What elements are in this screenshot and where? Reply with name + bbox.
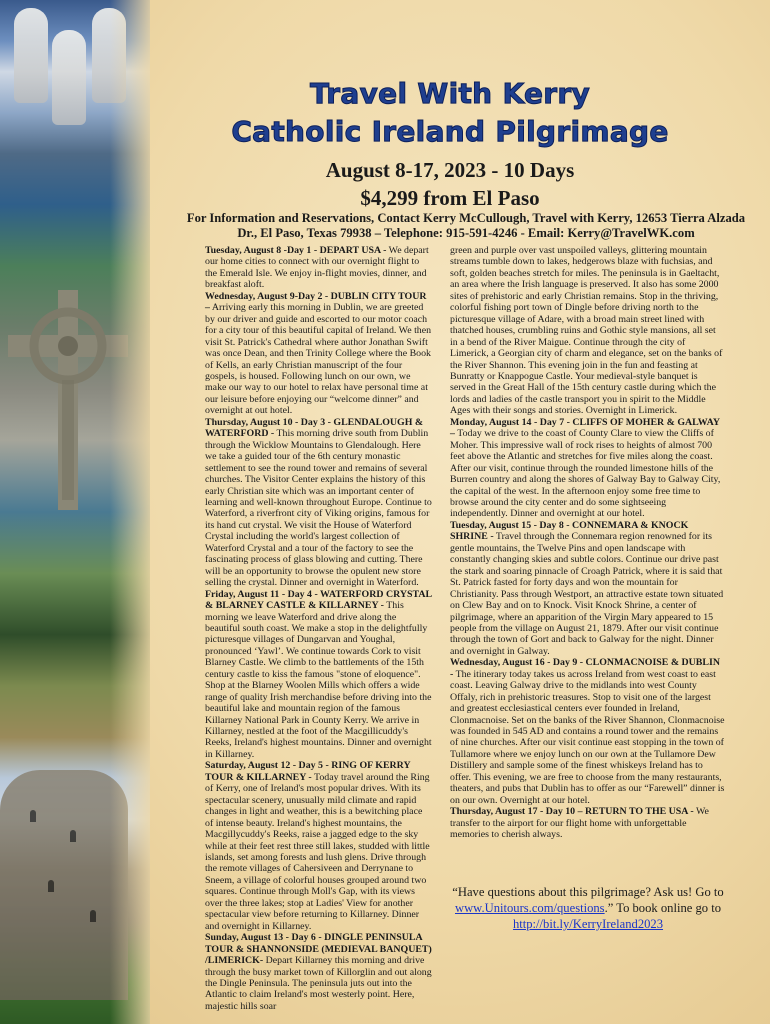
day-heading: Thursday, August 10 - Day 3 - GLENDALOUGH & WATERFORD - <box>205 416 424 440</box>
day-heading: Tuesday, August 8 -Day 1 - DEPART USA - <box>205 245 387 256</box>
day-description: Today travel around the Ring of Kerry, one of Ireland's most popular drives. With its spectacular scenery, unusually mild climate and rapid changes in light and weather, this is a bewitching place of intense beauty. Ireland's highest mountains, the Macgillycuddy's Reeks, raise a jagged edge to the sky while at their feet rest three still lakes, studded with little islands, set among forests and lush glens. Drive through the remote villages of Cahersiveen and Derrynane to Sneem, a village of colorful houses grouped around two squares. Continue through Moll's Gap, with its views over the three lakes; stop at Ladies' View for another spectacular view before returning to Killarney. Dinner and overnight in Killarney. <box>205 771 430 932</box>
day-heading: Friday, August 11 - Day 4 - WATERFORD CRYSTAL & BLARNEY CASTLE & KILLARNEY - <box>205 588 432 612</box>
day-description: We transfer to the airport for our flight home with unforgettable memories to cherish always. <box>450 806 709 841</box>
itinerary-day <box>205 291 432 417</box>
day-description: green and purple over vast unspoiled valleys, glittering mountain streams tumble down to lakes, hedgerows blaze with fuchsias, and soft, golden beaches stretch for miles. The peninsula is in Gaeltacht, an area where the Irish language is preserved. It also has some 2000 sites of prehistoric and early Christian remains. Stop in the thriving, colorful fishing port town of Dingle before driving north to the picturesque village of Adare, with a broad main street lined with thatched houses, crumbling ruins and Gothic style mansions, all set in a bend of the River Maigue. Continue through the city of Limerick, a Georgian city of charm and elegance, set on the banks of the River Shannon. This evening join in the fun and feasting at Bunratty or Knappogue Castle. Your medieval-style banquet is served in the Great Hall of the 15th century castle during which the lords and ladies of the castle transport you in spirit to the Middle Ages with their songs and stories. Overnight in Limerick. <box>450 245 723 417</box>
statue-image <box>92 8 126 103</box>
trip-dates: August 8-17, 2023 - 10 Days <box>325 158 575 182</box>
itinerary-right-column <box>450 245 725 841</box>
questions-text: “Have questions about this pilgrimage? Ask us! Go to <box>452 885 724 899</box>
statue-image <box>52 30 86 125</box>
day-description: Travel through the Connemara region renowned for its gentle mountains, the Twelve Pins and open landscape with constantly changing skies and subtle colors. Continue our drive past the stark and soaring pinnacle of Croagh Patrick, where it is said that St. Patrick fasted for forty days and won the mountain for Christianity. Pass through Westport, an attractive estate town situated on Clew Bay and on to Knock. Visit Knock Shrine, a center of pilgrimage, where an apparition of the Virgin Mary appeared to 15 people from the village on August 21, 1879. After our visit continue through the town of Gort and back to Galway for the night. Dinner and overnight in Galway. <box>450 531 724 657</box>
day-heading: Sunday, August 13 - Day 6 - DINGLE PENINSULA TOUR & SHANNONSIDE (MEDIEVAL BANQUET) /LIMERICK- <box>205 932 432 967</box>
castle-image <box>0 770 128 1000</box>
itinerary-day <box>450 520 725 657</box>
day-description: This morning we leave Waterford and drive along the beautiful south coast. We make a stop in the delightfully picturesque villages of Dungarvan and Youghal, pronounced ‘Yawl’. We continue towards Cork to visit Blarney Castle. We climb to the battlements of the 15th century castle to kiss the famous "stone of eloquence". Shop at the Blarney Woolen Mills which offers a wide range of quality Irish merchandise before driving into the beautiful lake and mountain region of the famous Killarney National Park in County Kerry. We arrive in Killarney, nestled at the foot of the Macgillicuddy's Reeks, Ireland's highest mountains. Dinner and overnight in Killarney. <box>205 600 432 760</box>
itinerary-day <box>450 417 725 520</box>
day-description: The itinerary today takes us across Ireland from west coast to east coast. Leaving Galway drive to the midlands into west County Offaly, rich in prehistoric treasures. Stop to visit one of the largest and greatest ecclesiastical centers ever founded in Ireland, Clonmacnoise. Set on the banks of the River Shannon, Clonmacnoise was founded in 545 AD and contains a round tower and the remains of nine churches. After our visit continue east stopping in the town of Tullamore where we enjoy lunch on our own at the Tullamore Dew Distillery and sample some of the finest whiskeys Ireland has to offer. This evening, we are free to choose from the many restaurants, theaters, and pubs that Dublin has to offer as our “Farewell” dinner is on our own. Overnight at our hotel. <box>450 668 725 806</box>
questions-text-middle: .” To book online go to <box>604 901 722 915</box>
celtic-cross-image <box>8 290 128 510</box>
day-heading: Wednesday, August 9-Day 2 - DUBLIN CITY TOUR – <box>205 290 427 314</box>
itinerary-day <box>450 657 725 806</box>
flyer-subtitle: Catholic Ireland Pilgrimage <box>231 115 669 148</box>
day-heading: Tuesday, August 15 - Day 8 - CONNEMARA & KNOCK SHRINE - <box>450 519 689 543</box>
itinerary-day <box>450 806 725 840</box>
questions-link[interactable]: www.Unitours.com/questions <box>454 901 605 915</box>
itinerary-day <box>205 760 432 932</box>
questions-note <box>450 884 726 932</box>
day-description: Today we drive to the coast of County Clare to view the Cliffs of Moher. This impressive wall of rock rises to heights of almost 700 feet above the Atlantic and stretches for five miles along the coast. After our visit, continue through the rounded limestone hills of the Burren country and along the shores of Galway Bay to Galway City, the capital of the west. In the afternoon enjoy some free time to browse around the city center and do some sightseeing independently. Dinner and overnight at our hotel. <box>450 428 721 520</box>
itinerary-left-column <box>205 245 432 1012</box>
trip-price: $4,299 from El Paso <box>360 186 540 210</box>
day-heading: Wednesday, August 16 - Day 9 - CLONMACNOISE & DUBLIN - <box>450 657 720 680</box>
day-description: We depart our home cities to connect with our overnight flight to the Emerald Isle. We enjoy in-flight movies, dinner, and breakfast aloft. <box>205 245 429 291</box>
day-heading: Saturday, August 12 - Day 5 - RING OF KERRY TOUR & KILLARNEY - <box>205 760 411 783</box>
contact-info: For Information and Reservations, Contact Kerry McCullough, Travel with Kerry, 12653 Tierra Alzada Dr., El Paso, Texas 79938 – Telephone: 915-591-4246 - Email: Kerry@TravelWK.com <box>186 211 746 240</box>
day-description: This morning drive south from Dublin through the Wicklow Mountains to Glendalough. Here we take a guided tour of the 6th century monastic settlement to see the round tower and remains of several churches. The Visitor Center explains the history of this early Christian site which was an important center of learning and well-known throughout Europe. Continue to Waterford, a riverfront city of Viking origins, famous for its hand cut crystal. We visit the House of Waterford Crystal including the world's largest collection of Waterford Crystal and a tour of the factory to see the fascinating process of glass blowing and cutting. There will be an opportunity to browse the opulent new store selling the crystal. Dinner and overnight in Waterford. <box>205 428 432 589</box>
day-heading: Thursday, August 17 - Day 10 – RETURN TO THE USA - <box>450 806 694 818</box>
itinerary-day <box>205 417 432 589</box>
itinerary-day <box>205 932 432 1012</box>
statue-image <box>14 8 48 103</box>
flyer-title: Travel With Kerry <box>309 77 591 110</box>
itinerary-day <box>205 589 432 761</box>
booking-link[interactable]: http://bit.ly/KerryIreland2023 <box>512 917 664 931</box>
day-heading: Monday, August 14 - Day 7 - CLIFFS OF MOHER & GALWAY – <box>450 416 720 440</box>
photo-collage <box>0 0 150 1024</box>
itinerary-day <box>450 245 725 417</box>
itinerary-day <box>205 245 432 291</box>
day-description: Depart Killarney this morning and drive through the busy market town of Killorglin and out along the Dingle Peninsula. The peninsula juts out into the Atlantic to claim Ireland's most westerly point. Here, majestic hills soar <box>205 955 432 1012</box>
day-description: Arriving early this morning in Dublin, we are greeted by our driver and guide and escorted to our motor coach for a city tour of this beautiful capital of Ireland. We then visit St. Patrick's Cathedral where author Jonathan Swift was once Dean, and then Trinity College where the Book of Kells, an early Christian manuscript of the four gospels, is housed. Following lunch on our own, we make our way to our hotel to relax have personal time at our leisure before enjoying our “welcome dinner” and overnight at out hotel. <box>205 302 432 417</box>
